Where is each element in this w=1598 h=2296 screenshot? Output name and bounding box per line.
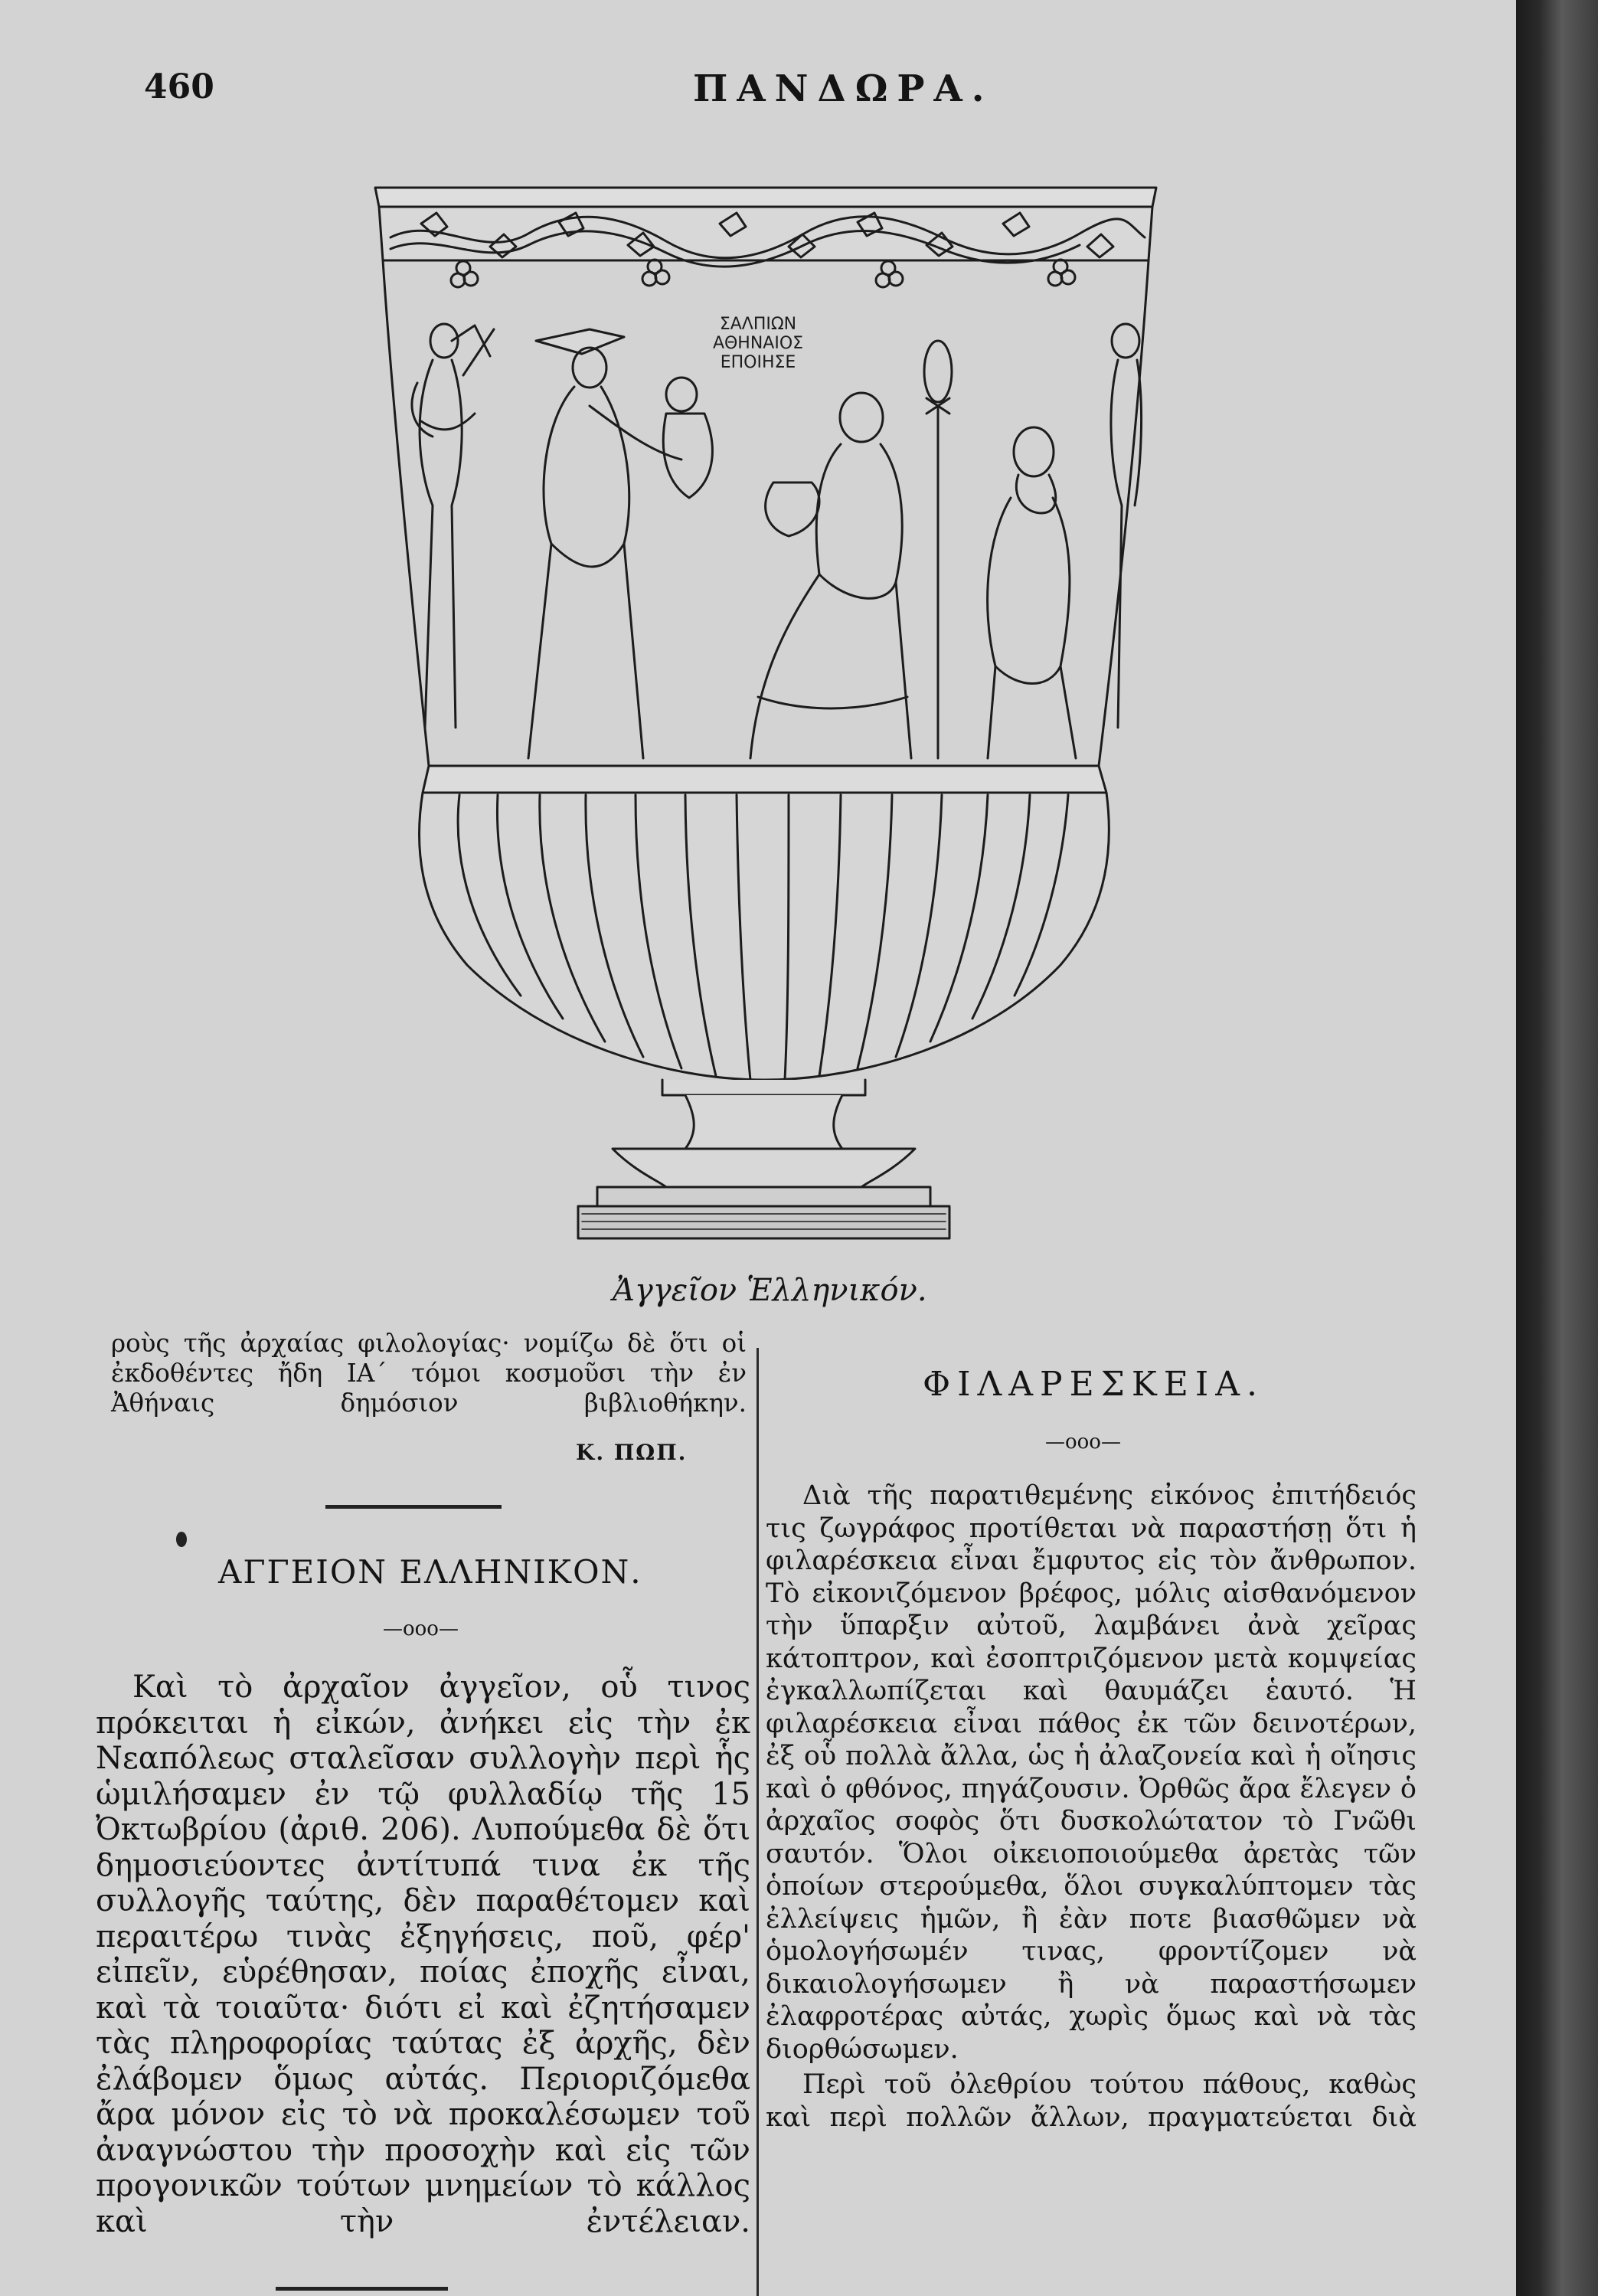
title-ornament: —οοο— (1045, 1431, 1121, 1454)
article-body-greek-vase (96, 1670, 750, 2239)
article-paragraph: Διὰ τῆς παρατιθεμένης εἰκόνος ἐπιτήδειός τις ζωγράφος προτίθεται νὰ παραστήσῃ ὅτι ἡ φιλαρέσκεια εἶναι ἔμφυτος εἰς τὸν ἄνθρωπον. Τὸ εἰκονιζόμενον βρέφος, μόλις αἰσθανόμενον τὴν ὕπαρξιν αὐτοῦ, λαμβάνει ἀνὰ χεῖρας κάτοπτρον, καὶ ἐσοπτριζόμενον μετὰ κομψείας ἐγκαλλωπίζεται καὶ θαυμάζει ἑαυτό. Ἡ φιλαρέσκεια εἶναι πάθος ἐκ τῶν δεινοτέρων, ἐξ οὗ πολλὰ ἄλλα, ὡς ἡ ἀλαζονεία καὶ ἡ οἴησις καὶ ὁ φθόνος, πηγάζουσιν. Ὀρθῶς ἄρα ἔλεγεν ὁ ἀρχαῖος σοφὸς ὅτι δυσκολώτατον τὸ Γνῶθι σαυτόν. Ὅλοι οἰκειοποιούμεθα ἀρετὰς τῶν ὁποίων στερούμεθα, ὅλοι συγκαλύπτομεν τὰς ἐλλείψεις ἡμῶν, ἢ ἐὰν ποτε βιασθῶμεν νὰ ὁμολογήσωμέν τινας, φροντίζομεν νὰ δικαιολογήσωμεν ἢ νὰ παραστήσωμεν ἐλαφροτέρας αὐτάς, χωρὶς ὅμως καὶ νὰ τὰς διορθώσωμεν. (766, 1480, 1417, 2065)
title-ornament: —οοο— (383, 1617, 459, 1640)
greek-vase-illustration (360, 176, 1172, 1248)
vase-inscription-line-3: ΕΠΟΙΗΣΕ (720, 353, 796, 372)
column-divider (757, 1348, 759, 2296)
book-spine-edge (1516, 0, 1598, 2296)
ink-smudge (176, 1532, 187, 1547)
article-title-greek-vase: ΑΓΓΕΙΟΝ ΕΛΛΗΝΙΚΟΝ. (218, 1553, 642, 1591)
figure-caption: Ἀγγεῖον Ἑλληνικόν. (613, 1273, 927, 1308)
previous-article-ending (111, 1329, 747, 1418)
page-number: 460 (144, 67, 214, 106)
section-separator (325, 1505, 502, 1509)
article-body-vanity (766, 1480, 1417, 2134)
article-paragraph: Περὶ τοῦ ὀλεθρίου τούτου πάθους, καθὼς καὶ περὶ πολλῶν ἄλλων, πραγματεύεται διὰ (766, 2069, 1417, 2133)
previous-article-text: ροὺς τῆς ἀρχαίας φιλολογίας· νομίζω δὲ ὅτι οἱ ἐκδοθέντες ἤδη ΙΑ΄ τόμοι κοσμοῦσι τὴν ἐν Ἀθήναις δημόσιον βιβλιοθήκην. (111, 1329, 747, 1418)
vase-inscription-line-2: ΑΘΗΝΑΙΟΣ (712, 334, 804, 353)
vase-inscription-line-1: ΣΑΛΠΙΩΝ (719, 315, 797, 334)
running-title: ΠΑΝΔΩΡΑ. (693, 67, 994, 110)
article-paragraph: Καὶ τὸ ἀρχαῖον ἀγγεῖον, οὗ τινος πρόκειται ἡ εἰκών, ἀνήκει εἰς τὴν ἐκ Νεαπόλεως σταλεῖσαν συλλογὴν περὶ ἧς ὡμιλήσαμεν ἐν τῷ φυλλαδίῳ τῆς 15 Ὀκτωβρίου (ἀριθ. 206). Λυπούμεθα δὲ ὅτι δημοσιεύοντες ἀντίτυπά τινα ἐκ τῆς συλλογῆς ταύτης, δὲν παραθέτομεν καὶ περαιτέρω τινὰς ἐξηγήσεις, ποῦ, φέρ' εἰπεῖν, εὑρέθησαν, ποίας ἐποχῆς εἶναι, καὶ τὰ τοιαῦτα· διότι εἰ καὶ ἐζητήσαμεν τὰς πληροφορίας ταύτας ἐξ ἀρχῆς, δὲν ἐλάβομεν ὅμως αὐτάς. Περιοριζόμεθα ἄρα μόνον εἰς τὸ νὰ προκαλέσωμεν τοῦ ἀναγνώστου τὴν προσοχὴν καὶ εἰς τῶν προγονικῶν τούτων μνημείων τὸ κάλλος καὶ τὴν ἐντέλειαν. (96, 1670, 750, 2239)
article-title-vanity: ΦΙΛΑΡΕΣΚΕΙΑ. (923, 1365, 1264, 1404)
section-separator (276, 2287, 448, 2291)
author-signature: Κ. ΠΩΠ. (576, 1440, 688, 1465)
